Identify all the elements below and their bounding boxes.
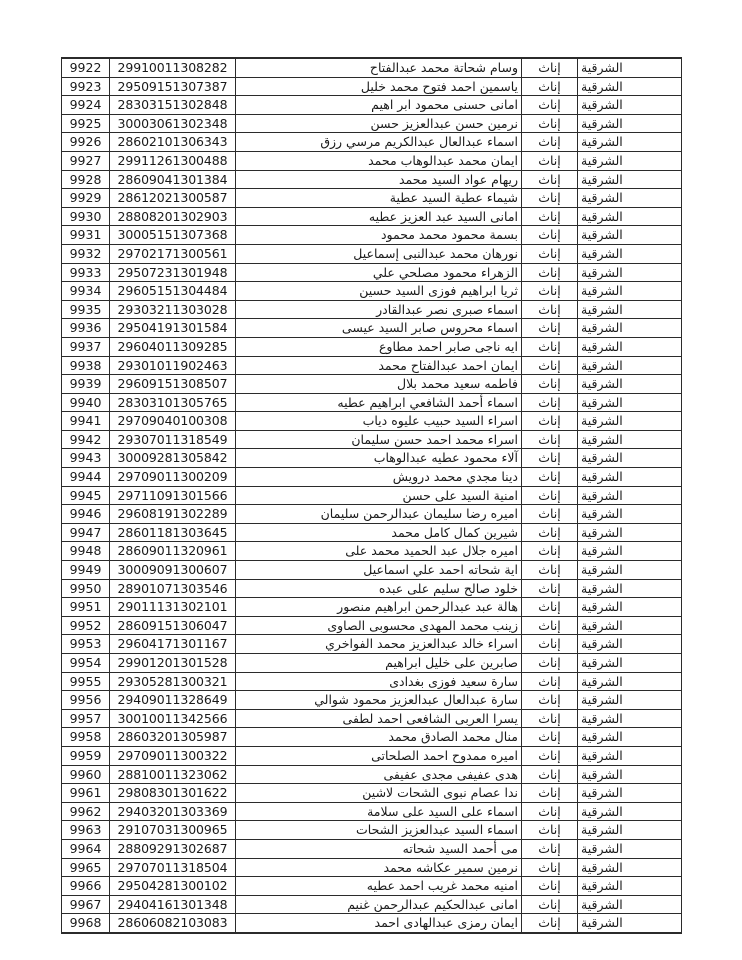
- cell-sequence-number: 9947: [62, 523, 110, 542]
- cell-gender: إناث: [522, 486, 578, 505]
- cell-sequence-number: 9931: [62, 226, 110, 245]
- cell-gender: إناث: [522, 505, 578, 524]
- cell-sequence-number: 9958: [62, 728, 110, 747]
- cell-governorate: الشرقية: [578, 672, 682, 691]
- cell-national-id: 29609151308507: [110, 375, 236, 394]
- table-row: [62, 635, 682, 654]
- cell-national-id: 29605151304484: [110, 282, 236, 301]
- table-row: [62, 412, 682, 431]
- cell-gender: إناث: [522, 598, 578, 617]
- table-row: [62, 468, 682, 487]
- cell-national-id: 28606082103083: [110, 914, 236, 933]
- cell-sequence-number: 9965: [62, 858, 110, 877]
- cell-sequence-number: 9936: [62, 319, 110, 338]
- cell-governorate: الشرقية: [578, 170, 682, 189]
- table-row: [62, 523, 682, 542]
- cell-sequence-number: 9929: [62, 189, 110, 208]
- cell-governorate: الشرقية: [578, 96, 682, 115]
- cell-sequence-number: 9953: [62, 635, 110, 654]
- cell-governorate: الشرقية: [578, 579, 682, 598]
- roster-table-container: [62, 57, 682, 934]
- cell-governorate: الشرقية: [578, 858, 682, 877]
- cell-sequence-number: 9966: [62, 877, 110, 896]
- cell-national-id: 29911261300488: [110, 151, 236, 170]
- cell-national-id: 28609041301384: [110, 170, 236, 189]
- cell-sequence-number: 9941: [62, 412, 110, 431]
- table-row: [62, 170, 682, 189]
- cell-gender: إناث: [522, 542, 578, 561]
- cell-governorate: الشرقية: [578, 709, 682, 728]
- cell-national-id: 28901071303546: [110, 579, 236, 598]
- cell-sequence-number: 9961: [62, 784, 110, 803]
- cell-governorate: الشرقية: [578, 449, 682, 468]
- table-row: [62, 114, 682, 133]
- cell-sequence-number: 9926: [62, 133, 110, 152]
- cell-gender: إناث: [522, 244, 578, 263]
- cell-governorate: الشرقية: [578, 505, 682, 524]
- table-row: [62, 895, 682, 914]
- cell-national-id: 29707011318504: [110, 858, 236, 877]
- cell-national-id: 28303101305765: [110, 393, 236, 412]
- cell-sequence-number: 9954: [62, 654, 110, 673]
- cell-national-id: 29910011308282: [110, 58, 236, 77]
- cell-gender: إناث: [522, 858, 578, 877]
- cell-governorate: الشرقية: [578, 691, 682, 710]
- cell-governorate: الشرقية: [578, 114, 682, 133]
- cell-gender: إناث: [522, 746, 578, 765]
- cell-gender: إناث: [522, 282, 578, 301]
- cell-governorate: الشرقية: [578, 77, 682, 96]
- cell-gender: إناث: [522, 579, 578, 598]
- table-row: [62, 542, 682, 561]
- cell-name: ايمان محمد عبدالوهاب محمد: [236, 151, 522, 170]
- cell-national-id: 29305281300321: [110, 672, 236, 691]
- cell-governorate: الشرقية: [578, 635, 682, 654]
- cell-sequence-number: 9937: [62, 337, 110, 356]
- cell-gender: إناث: [522, 523, 578, 542]
- cell-sequence-number: 9922: [62, 58, 110, 77]
- table-row: [62, 133, 682, 152]
- cell-gender: إناث: [522, 895, 578, 914]
- cell-name: امانى عبدالحكيم عبدالرحمن غنيم: [236, 895, 522, 914]
- cell-governorate: الشرقية: [578, 282, 682, 301]
- cell-sequence-number: 9959: [62, 746, 110, 765]
- cell-national-id: 29709011300209: [110, 468, 236, 487]
- cell-sequence-number: 9933: [62, 263, 110, 282]
- cell-name: ايمان احمد عبدالفتاح محمد: [236, 356, 522, 375]
- cell-gender: إناث: [522, 709, 578, 728]
- cell-governorate: الشرقية: [578, 337, 682, 356]
- cell-gender: إناث: [522, 77, 578, 96]
- cell-gender: إناث: [522, 133, 578, 152]
- cell-governorate: الشرقية: [578, 877, 682, 896]
- cell-sequence-number: 9945: [62, 486, 110, 505]
- cell-name: مى أحمد السيد شحاته: [236, 839, 522, 858]
- cell-name: ريهام عواد السيد محمد: [236, 170, 522, 189]
- cell-sequence-number: 9935: [62, 300, 110, 319]
- cell-gender: إناث: [522, 691, 578, 710]
- table-row: [62, 858, 682, 877]
- cell-national-id: 28808201302903: [110, 207, 236, 226]
- cell-governorate: الشرقية: [578, 821, 682, 840]
- cell-governorate: الشرقية: [578, 430, 682, 449]
- cell-name: امنية السيد على حسن: [236, 486, 522, 505]
- cell-gender: إناث: [522, 635, 578, 654]
- cell-national-id: 29709040100308: [110, 412, 236, 431]
- cell-gender: إناث: [522, 58, 578, 77]
- cell-national-id: 28303151302848: [110, 96, 236, 115]
- table-row: [62, 598, 682, 617]
- cell-sequence-number: 9930: [62, 207, 110, 226]
- cell-gender: إناث: [522, 263, 578, 282]
- cell-gender: إناث: [522, 802, 578, 821]
- table-row: [62, 77, 682, 96]
- table-row: [62, 654, 682, 673]
- cell-name: نرمين سمير عكاشه محمد: [236, 858, 522, 877]
- cell-name: بسمة محمود محمد محمود: [236, 226, 522, 245]
- cell-governorate: الشرقية: [578, 523, 682, 542]
- table-row: [62, 430, 682, 449]
- cell-name: اميره جلال عبد الحميد محمد على: [236, 542, 522, 561]
- cell-gender: إناث: [522, 151, 578, 170]
- cell-name: خلود صالح سليم على عبده: [236, 579, 522, 598]
- table-row: [62, 207, 682, 226]
- cell-gender: إناث: [522, 821, 578, 840]
- cell-national-id: 29301011902463: [110, 356, 236, 375]
- cell-name: ندا عصام نبوى الشحات لاشين: [236, 784, 522, 803]
- cell-national-id: 30005151307368: [110, 226, 236, 245]
- cell-national-id: 29504191301584: [110, 319, 236, 338]
- cell-sequence-number: 9923: [62, 77, 110, 96]
- table-row: [62, 784, 682, 803]
- table-row: [62, 96, 682, 115]
- cell-governorate: الشرقية: [578, 300, 682, 319]
- table-row: [62, 282, 682, 301]
- cell-sequence-number: 9968: [62, 914, 110, 933]
- cell-sequence-number: 9967: [62, 895, 110, 914]
- cell-gender: إناث: [522, 96, 578, 115]
- table-row: [62, 839, 682, 858]
- cell-sequence-number: 9946: [62, 505, 110, 524]
- cell-governorate: الشرقية: [578, 468, 682, 487]
- table-row: [62, 189, 682, 208]
- table-row: [62, 505, 682, 524]
- cell-name: صابرين على خليل ابراهيم: [236, 654, 522, 673]
- cell-name: دينا مجدي محمد درويش: [236, 468, 522, 487]
- table-row: [62, 244, 682, 263]
- cell-governorate: الشرقية: [578, 654, 682, 673]
- cell-gender: إناث: [522, 319, 578, 338]
- cell-governorate: الشرقية: [578, 356, 682, 375]
- cell-sequence-number: 9924: [62, 96, 110, 115]
- cell-governorate: الشرقية: [578, 839, 682, 858]
- cell-gender: إناث: [522, 356, 578, 375]
- cell-sequence-number: 9943: [62, 449, 110, 468]
- cell-name: هالة عبد عبدالرحمن ابراهيم منصور: [236, 598, 522, 617]
- cell-gender: إناث: [522, 114, 578, 133]
- table-row: [62, 58, 682, 77]
- cell-governorate: الشرقية: [578, 598, 682, 617]
- cell-sequence-number: 9934: [62, 282, 110, 301]
- cell-national-id: 29509151307387: [110, 77, 236, 96]
- table-row: [62, 561, 682, 580]
- cell-gender: إناث: [522, 300, 578, 319]
- cell-name: اسراء محمد احمد حسن سليمان: [236, 430, 522, 449]
- cell-governorate: الشرقية: [578, 746, 682, 765]
- table-row: [62, 728, 682, 747]
- cell-national-id: 29409011328649: [110, 691, 236, 710]
- cell-name: زينب محمد المهدى محسوبى الصاوى: [236, 616, 522, 635]
- cell-governorate: الشرقية: [578, 189, 682, 208]
- cell-governorate: الشرقية: [578, 561, 682, 580]
- cell-national-id: 29307011318549: [110, 430, 236, 449]
- cell-gender: إناث: [522, 412, 578, 431]
- cell-national-id: 29404161301348: [110, 895, 236, 914]
- cell-sequence-number: 9951: [62, 598, 110, 617]
- cell-gender: إناث: [522, 393, 578, 412]
- cell-sequence-number: 9963: [62, 821, 110, 840]
- table-row: [62, 300, 682, 319]
- table-row: [62, 802, 682, 821]
- cell-governorate: الشرقية: [578, 802, 682, 821]
- cell-governorate: الشرقية: [578, 226, 682, 245]
- cell-sequence-number: 9957: [62, 709, 110, 728]
- cell-name: اية شحاته احمد علي اسماعيل: [236, 561, 522, 580]
- cell-sequence-number: 9940: [62, 393, 110, 412]
- table-row: [62, 393, 682, 412]
- cell-name: اسماء صبرى نصر عبدالقادر: [236, 300, 522, 319]
- cell-name: اسراء خالد عبدالعزيز محمد الفواخري: [236, 635, 522, 654]
- cell-national-id: 29303211303028: [110, 300, 236, 319]
- cell-national-id: 29604171301167: [110, 635, 236, 654]
- cell-national-id: 28609011320961: [110, 542, 236, 561]
- table-row: [62, 579, 682, 598]
- cell-national-id: 30003061302348: [110, 114, 236, 133]
- table-row: [62, 765, 682, 784]
- cell-national-id: 28809291302687: [110, 839, 236, 858]
- cell-sequence-number: 9955: [62, 672, 110, 691]
- table-row: [62, 914, 682, 933]
- table-row: [62, 821, 682, 840]
- cell-national-id: 29709011300322: [110, 746, 236, 765]
- cell-gender: إناث: [522, 877, 578, 896]
- cell-name: ثريا ابراهيم فوزى السيد حسين: [236, 282, 522, 301]
- cell-national-id: 30009091300607: [110, 561, 236, 580]
- cell-name: شيماء عطية السيد عطية: [236, 189, 522, 208]
- roster-table-body: [62, 58, 682, 933]
- cell-gender: إناث: [522, 375, 578, 394]
- cell-national-id: 29604011309285: [110, 337, 236, 356]
- cell-gender: إناث: [522, 430, 578, 449]
- cell-national-id: 29507231301948: [110, 263, 236, 282]
- cell-governorate: الشرقية: [578, 765, 682, 784]
- cell-sequence-number: 9960: [62, 765, 110, 784]
- cell-gender: إناث: [522, 654, 578, 673]
- table-row: [62, 616, 682, 635]
- cell-gender: إناث: [522, 449, 578, 468]
- table-row: [62, 709, 682, 728]
- cell-governorate: الشرقية: [578, 616, 682, 635]
- cell-governorate: الشرقية: [578, 393, 682, 412]
- cell-national-id: 29808301301622: [110, 784, 236, 803]
- cell-sequence-number: 9956: [62, 691, 110, 710]
- cell-name: ايمان رمزى عبدالهادى احمد: [236, 914, 522, 933]
- cell-national-id: 28612021300587: [110, 189, 236, 208]
- cell-sequence-number: 9948: [62, 542, 110, 561]
- cell-national-id: 29702171300561: [110, 244, 236, 263]
- cell-national-id: 30009281305842: [110, 449, 236, 468]
- cell-gender: إناث: [522, 765, 578, 784]
- cell-name: نورهان محمد عبدالنبى إسماعيل: [236, 244, 522, 263]
- cell-name: نرمين حسن عبدالعزيز حسن: [236, 114, 522, 133]
- cell-sequence-number: 9952: [62, 616, 110, 635]
- cell-gender: إناث: [522, 784, 578, 803]
- cell-sequence-number: 9928: [62, 170, 110, 189]
- table-row: [62, 151, 682, 170]
- cell-governorate: الشرقية: [578, 728, 682, 747]
- roster-table: [61, 57, 682, 934]
- cell-national-id: 29107031300965: [110, 821, 236, 840]
- cell-name: فاطمه سعيد محمد بلال: [236, 375, 522, 394]
- table-row: [62, 486, 682, 505]
- cell-name: اسراء السيد حبيب عليوه دياب: [236, 412, 522, 431]
- cell-name: اسماء أحمد الشافعي ابراهيم عطيه: [236, 393, 522, 412]
- cell-governorate: الشرقية: [578, 319, 682, 338]
- cell-name: شيرين كمال كامل محمد: [236, 523, 522, 542]
- cell-gender: إناث: [522, 189, 578, 208]
- cell-governorate: الشرقية: [578, 263, 682, 282]
- cell-name: ياسمين احمد فتوح محمد خليل: [236, 77, 522, 96]
- table-row: [62, 337, 682, 356]
- cell-sequence-number: 9942: [62, 430, 110, 449]
- cell-name: اسماء السيد عبدالعزيز الشحات: [236, 821, 522, 840]
- cell-name: اسماء عبدالعال عبدالكريم مرسي رزق: [236, 133, 522, 152]
- cell-sequence-number: 9964: [62, 839, 110, 858]
- table-row: [62, 375, 682, 394]
- cell-gender: إناث: [522, 914, 578, 933]
- cell-name: اميره رضا سليمان عبدالرحمن سليمان: [236, 505, 522, 524]
- cell-gender: إناث: [522, 468, 578, 487]
- cell-national-id: 29504281300102: [110, 877, 236, 896]
- cell-governorate: الشرقية: [578, 133, 682, 152]
- cell-national-id: 28810011323062: [110, 765, 236, 784]
- cell-sequence-number: 9944: [62, 468, 110, 487]
- cell-sequence-number: 9932: [62, 244, 110, 263]
- table-row: [62, 877, 682, 896]
- cell-gender: إناث: [522, 337, 578, 356]
- table-row: [62, 449, 682, 468]
- cell-sequence-number: 9949: [62, 561, 110, 580]
- cell-gender: إناث: [522, 616, 578, 635]
- cell-national-id: 28603201305987: [110, 728, 236, 747]
- cell-governorate: الشرقية: [578, 486, 682, 505]
- cell-sequence-number: 9927: [62, 151, 110, 170]
- cell-name: منال محمد الصادق محمد: [236, 728, 522, 747]
- cell-national-id: 30010011342566: [110, 709, 236, 728]
- cell-gender: إناث: [522, 207, 578, 226]
- table-row: [62, 319, 682, 338]
- cell-gender: إناث: [522, 170, 578, 189]
- table-row: [62, 263, 682, 282]
- table-row: [62, 746, 682, 765]
- cell-governorate: الشرقية: [578, 58, 682, 77]
- cell-gender: إناث: [522, 561, 578, 580]
- cell-name: سارة عبدالعال عبدالعزيز محمود شوالي: [236, 691, 522, 710]
- cell-national-id: 28609151306047: [110, 616, 236, 635]
- cell-sequence-number: 9938: [62, 356, 110, 375]
- cell-sequence-number: 9962: [62, 802, 110, 821]
- cell-sequence-number: 9950: [62, 579, 110, 598]
- cell-name: ايه ناجى صابر احمد مطاوع: [236, 337, 522, 356]
- cell-name: وسام شحاتة محمد عبدالفتاح: [236, 58, 522, 77]
- cell-governorate: الشرقية: [578, 375, 682, 394]
- table-row: [62, 691, 682, 710]
- cell-name: يسرا العربى الشافعى احمد لطفى: [236, 709, 522, 728]
- cell-governorate: الشرقية: [578, 207, 682, 226]
- cell-national-id: 29901201301528: [110, 654, 236, 673]
- cell-governorate: الشرقية: [578, 151, 682, 170]
- cell-sequence-number: 9925: [62, 114, 110, 133]
- cell-governorate: الشرقية: [578, 244, 682, 263]
- cell-name: امانى السيد عبد العزيز عطيه: [236, 207, 522, 226]
- cell-name: آلاء محمود عطيه عبدالوهاب: [236, 449, 522, 468]
- cell-national-id: 29011131302101: [110, 598, 236, 617]
- cell-gender: إناث: [522, 839, 578, 858]
- cell-national-id: 28601181303645: [110, 523, 236, 542]
- table-row: [62, 672, 682, 691]
- cell-sequence-number: 9939: [62, 375, 110, 394]
- cell-national-id: 28602101306343: [110, 133, 236, 152]
- cell-national-id: 29608191302289: [110, 505, 236, 524]
- cell-gender: إناث: [522, 226, 578, 245]
- cell-governorate: الشرقية: [578, 895, 682, 914]
- cell-name: الزهراء محمود مصلحي علي: [236, 263, 522, 282]
- cell-governorate: الشرقية: [578, 412, 682, 431]
- cell-name: اسماء على السيد على سلامة: [236, 802, 522, 821]
- cell-national-id: 29711091301566: [110, 486, 236, 505]
- cell-national-id: 29403201303369: [110, 802, 236, 821]
- cell-governorate: الشرقية: [578, 784, 682, 803]
- table-row: [62, 356, 682, 375]
- cell-name: امانى حسنى محمود ابر اهيم: [236, 96, 522, 115]
- cell-governorate: الشرقية: [578, 542, 682, 561]
- cell-gender: إناث: [522, 672, 578, 691]
- cell-name: اميره ممدوح احمد الصلحاتى: [236, 746, 522, 765]
- cell-name: سارة سعيد فوزى بغدادى: [236, 672, 522, 691]
- table-row: [62, 226, 682, 245]
- cell-name: اسماء محروس صابر السيد عيسى: [236, 319, 522, 338]
- cell-gender: إناث: [522, 728, 578, 747]
- cell-governorate: الشرقية: [578, 914, 682, 933]
- cell-name: امنيه محمد غريب احمد عطيه: [236, 877, 522, 896]
- cell-name: هدى عفيفى مجدى عفيفى: [236, 765, 522, 784]
